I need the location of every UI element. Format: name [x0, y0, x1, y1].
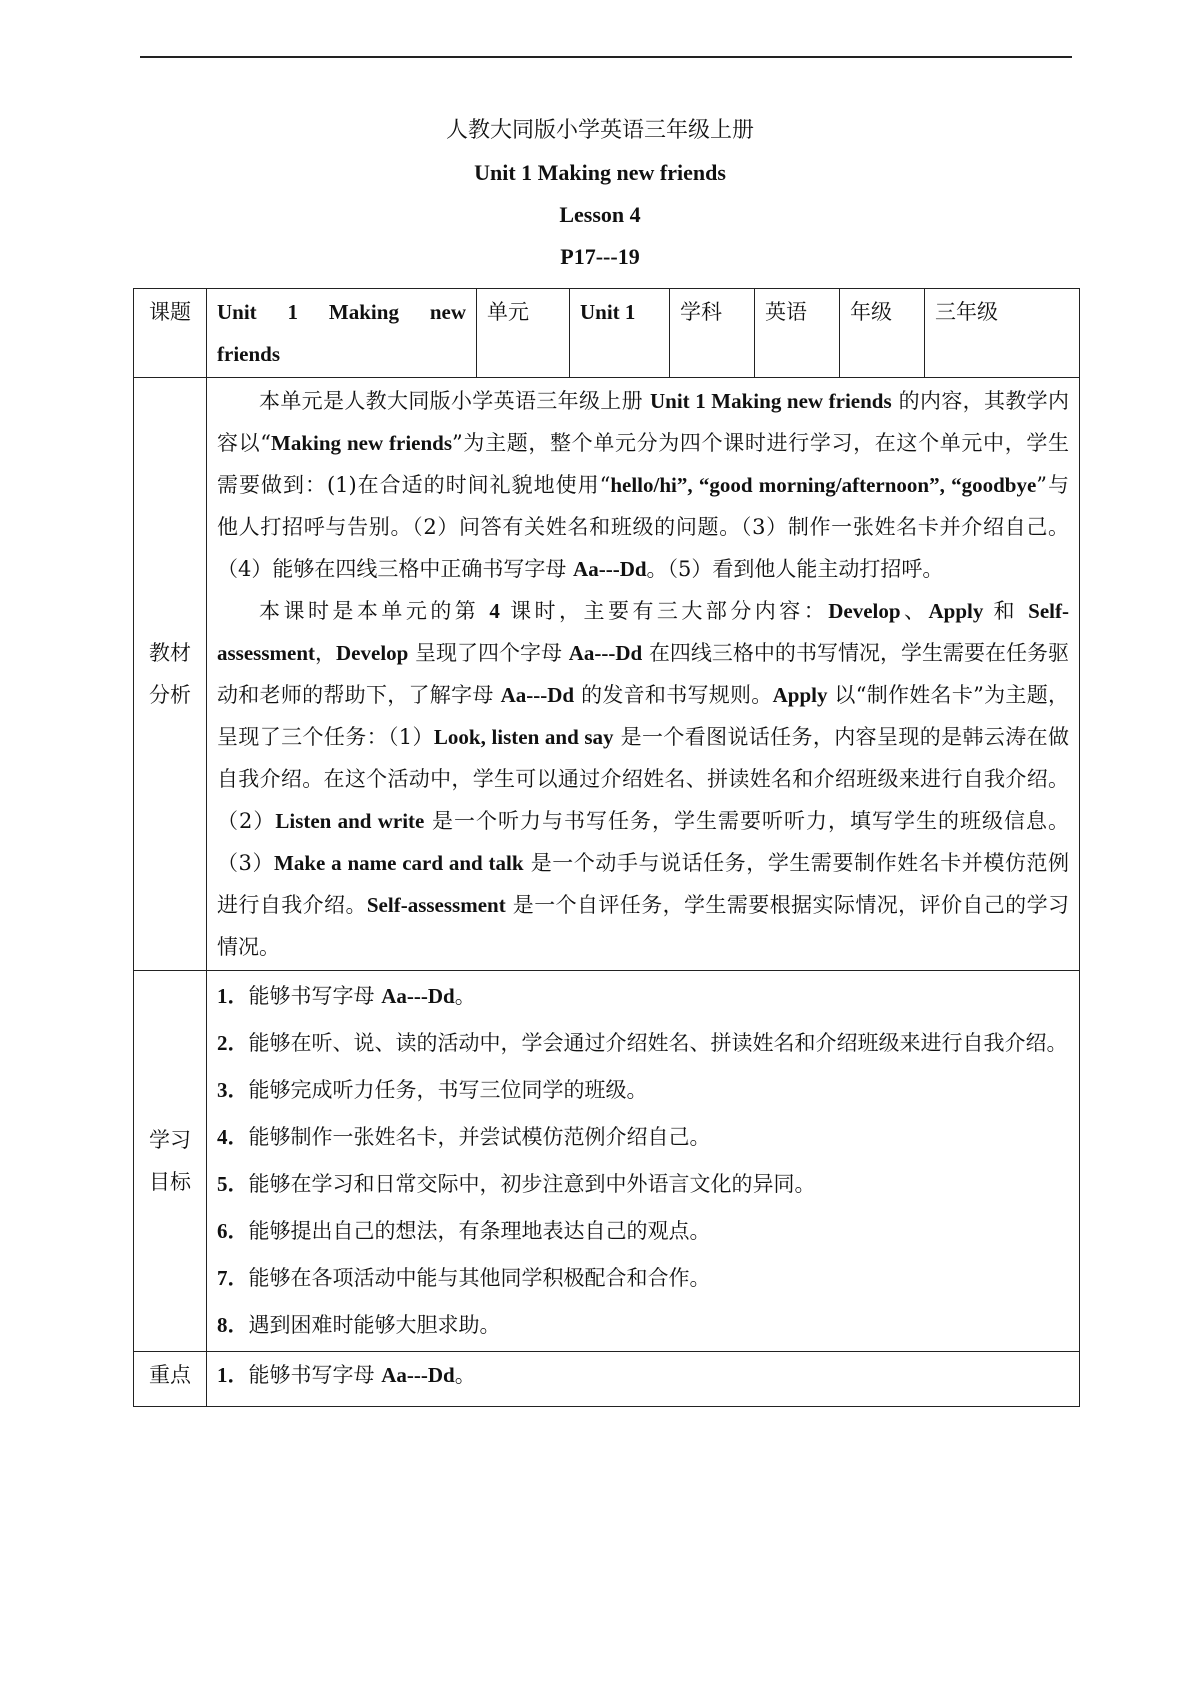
text-run: 的发音和书写规则。	[574, 683, 773, 707]
text-run: 、	[900, 599, 929, 623]
analysis-row	[134, 378, 1080, 971]
text-run: 本课时是本单元的第	[259, 599, 490, 623]
text-run: 和	[983, 599, 1029, 623]
text-run: Self-assessment	[366, 893, 506, 917]
topic-value-line1: Unit 1 Making new	[217, 300, 466, 324]
text-run: good morning/afternoon	[709, 473, 930, 497]
text-run: 。（5）看到他人能主动打招呼。	[646, 557, 944, 581]
text-run: Aa---Dd	[381, 1363, 455, 1387]
analysis-paragraph-2	[217, 590, 1069, 968]
text-run: ，	[315, 641, 337, 665]
lesson-title: Lesson 4	[559, 202, 641, 227]
text-run: ”与他人打招呼与告别。（2）问答有关姓名和班级的问题。（3）制作一张姓名卡并介绍自己。（4）能够在四线三格中正确书写字母	[217, 473, 1070, 581]
text-run: 是一个听力与书写任务，学生需要听听力，填写学生的班级信息。（3）	[217, 809, 1069, 875]
analysis-label	[134, 378, 207, 971]
text-run: 呈现了四个字母	[408, 641, 569, 665]
text-run: Self-assessment	[217, 599, 1069, 665]
textbook-title: 人教大同版小学英语三年级上册	[445, 118, 754, 143]
topic-value-line2: friends	[217, 342, 280, 366]
document-heading	[0, 110, 1200, 278]
analysis-paragraph-1	[217, 380, 1069, 590]
text-run: 遇到困难时能够大胆求助。	[248, 1313, 501, 1337]
text-run: ”为主题，整个单元分为四个课时进行学习，在这个单元中，学生需要做到：(1)在合适的时间礼貌地使用“	[217, 431, 1069, 497]
text-run: Aa---Dd	[381, 984, 455, 1008]
topic-label: 课题	[134, 289, 207, 378]
text-run: Unit 1 Making new friends	[649, 389, 892, 413]
list-number: 8．	[217, 1313, 249, 1337]
list-number: 6．	[217, 1219, 249, 1243]
text-run: ”, “	[676, 473, 710, 497]
unit-label: 单元	[477, 289, 570, 378]
text-run: 以“制作姓名卡”为主题，呈现了三个任务：（1）	[217, 683, 1069, 749]
goal-item	[217, 1255, 1069, 1302]
text-run: 能够在听、说、读的活动中，学会通过介绍姓名、拼读姓名和介绍班级来进行自我介绍。	[248, 1031, 1068, 1055]
goal-item	[217, 1114, 1069, 1161]
text-run: Apply	[772, 683, 828, 707]
text-run: Listen and write	[275, 809, 425, 833]
goals-label-1: 学习	[149, 1128, 191, 1152]
key-point-label: 重点	[134, 1352, 207, 1407]
text-run: 能够在学习和日常交际中，初步注意到中外语言文化的异同。	[248, 1172, 816, 1196]
list-number: 1．	[217, 1363, 249, 1387]
text-run: Making new friends	[271, 431, 453, 455]
grade-label: 年级	[840, 289, 925, 378]
text-run: 能够书写字母	[248, 1363, 382, 1387]
unit-title: Unit 1 Making new friends	[474, 160, 726, 185]
text-run: 本单元是人教大同版小学英语三年级上册	[259, 389, 650, 413]
text-run: 课时，主要有三大部分内容：	[499, 599, 829, 623]
goals-content	[207, 971, 1080, 1352]
subject-value: 英语	[755, 289, 840, 378]
text-run: 在四线三格中的书写情况，学生需要在任务驱动和老师的帮助下，了解字母	[217, 641, 1069, 707]
subject-label: 学科	[670, 289, 755, 378]
text-run: Develop	[336, 641, 409, 665]
page-range: P17---19	[560, 244, 640, 269]
goal-item	[217, 1067, 1069, 1114]
text-run: Aa---Dd	[568, 641, 643, 665]
text-run: 。	[454, 1363, 476, 1387]
text-run: 是一个自评任务，学生需要根据实际情况，评价自己的学习情况。	[217, 893, 1070, 959]
topic-value	[207, 289, 477, 378]
text-run: 能够制作一张姓名卡，并尝试模仿范例介绍自己。	[248, 1125, 711, 1149]
key-point-row	[134, 1352, 1080, 1407]
unit-value: Unit 1	[570, 289, 670, 378]
text-run: 能够在各项活动中能与其他同学积极配合和合作。	[248, 1266, 711, 1290]
text-run: 4	[489, 599, 500, 623]
text-run: 是一个动手与说话任务，学生需要制作姓名卡并模仿范例进行自我介绍。	[217, 851, 1069, 917]
goal-item	[217, 973, 1069, 1020]
list-number: 7．	[217, 1266, 249, 1290]
text-run: 能够完成听力任务，书写三位同学的班级。	[248, 1078, 648, 1102]
key-point-content	[207, 1352, 1080, 1407]
goal-item	[217, 1161, 1069, 1208]
goals-label	[134, 971, 207, 1352]
list-number: 2．	[217, 1031, 249, 1055]
goal-item	[217, 1020, 1069, 1067]
text-run: Aa---Dd	[500, 683, 575, 707]
lesson-plan-table	[133, 288, 1080, 1407]
list-number: 1．	[217, 984, 249, 1008]
list-number: 5．	[217, 1172, 249, 1196]
text-run: Look, listen and say	[433, 725, 614, 749]
goals-row	[134, 971, 1080, 1352]
text-run: 。	[454, 984, 476, 1008]
text-run: ”, “	[929, 473, 962, 497]
text-run: 是一个看图说话任务，内容呈现的是韩云涛在做自我介绍。在这个活动中，学生可以通过介绍姓名、拼读姓名和介绍班级来进行自我介绍。（2）	[217, 725, 1069, 833]
text-run: 能够提出自己的想法，有条理地表达自己的观点。	[248, 1219, 711, 1243]
info-row	[134, 289, 1080, 378]
list-number: 4．	[217, 1125, 249, 1149]
text-run: Make a name card and talk	[274, 851, 524, 875]
text-run: goodbye	[961, 473, 1037, 497]
analysis-content	[207, 378, 1080, 971]
goal-item	[217, 1208, 1069, 1255]
header-rule	[140, 56, 1072, 58]
text-run: hello/hi	[610, 473, 677, 497]
text-run: 的内容，其教学内容以“	[217, 389, 1069, 455]
text-run: Apply	[928, 599, 984, 623]
analysis-label-1: 教材	[149, 641, 191, 665]
list-number: 3．	[217, 1078, 249, 1102]
analysis-label-2: 分析	[149, 683, 191, 707]
goal-item	[217, 1302, 1069, 1349]
grade-value: 三年级	[925, 289, 1080, 378]
goals-label-2: 目标	[149, 1170, 191, 1194]
text-run: Aa---Dd	[573, 557, 647, 581]
goals-list	[217, 973, 1069, 1349]
text-run: Develop	[828, 599, 901, 623]
text-run: 能够书写字母	[248, 984, 382, 1008]
